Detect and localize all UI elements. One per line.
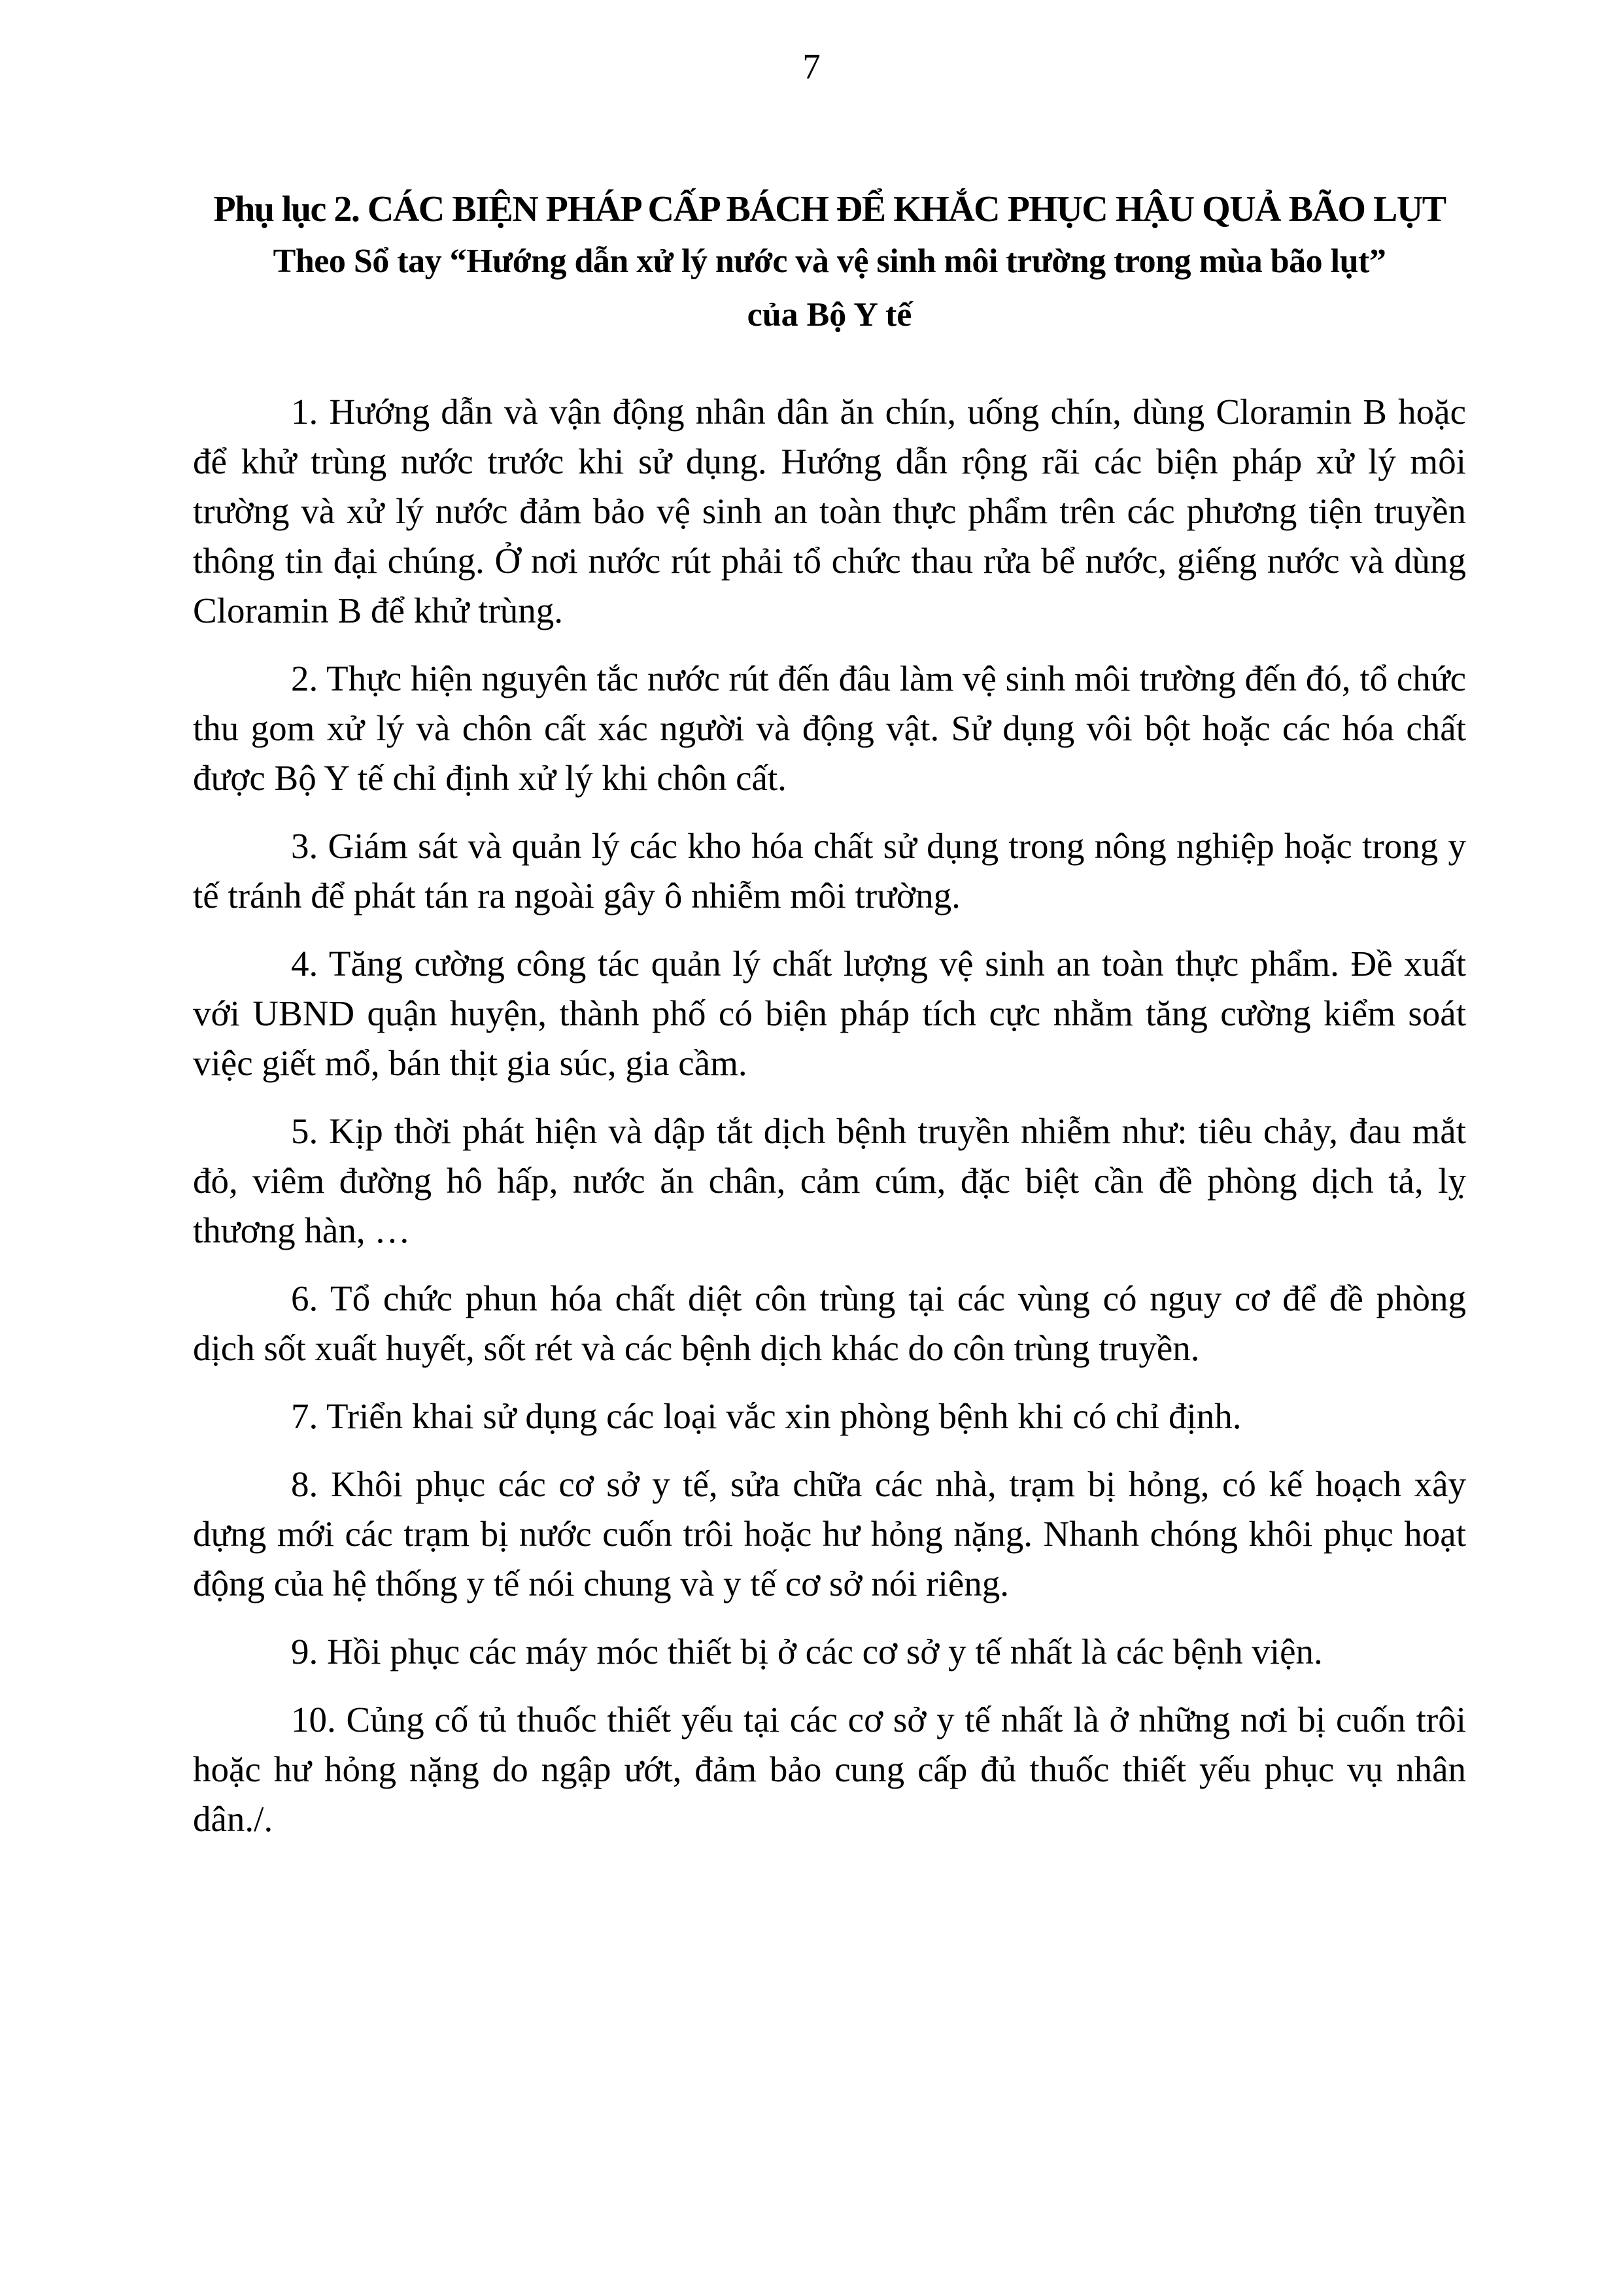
paragraph-6: 6. Tổ chức phun hóa chất diệt côn trùng tại các vùng có nguy cơ để đề phòng dịch sốt xuất huyết, sốt rét và các bệnh dịch khác do côn trùng truyền. (193, 1278, 1466, 1368)
paragraph-2: 2. Thực hiện nguyên tắc nước rút đến đâu làm vệ sinh môi trường đến đó, tổ chức thu gom xử lý và chôn cất xác người và động vật. Sử dụng vôi bột hoặc các hóa chất được Bộ Y tế chỉ định xử lý khi chôn cất. (193, 659, 1466, 798)
paragraph-3: 3. Giám sát và quản lý các kho hóa chất sử dụng trong nông nghiệp hoặc trong y tế tránh để phát tán ra ngoài gây ô nhiễm môi trường. (193, 826, 1466, 916)
paragraph-9: 9. Hồi phục các máy móc thiết bị ở các cơ sở y tế nhất là các bệnh viện. (291, 1632, 1323, 1671)
document-body (193, 387, 1466, 1862)
paragraph-10: 10. Củng cố tủ thuốc thiết yếu tại các cơ sở y tế nhất là ở những nơi bị cuốn trôi hoặc hư hỏng nặng do ngập ướt, đảm bảo cung cấp đủ thuốc thiết yếu phục vụ nhân dân./. (193, 1700, 1466, 1839)
title-subtitle-author: của Bộ Y tế (747, 296, 912, 334)
page-number: 7 (802, 46, 821, 86)
paragraph-7: 7. Triển khai sử dụng các loại vắc xin phòng bệnh khi có chỉ định. (291, 1396, 1242, 1436)
paragraph-8: 8. Khôi phục các cơ sở y tế, sửa chữa các nhà, trạm bị hỏng, có kế hoạch xây dựng mới các trạm bị nước cuốn trôi hoặc hư hỏng nặng. Nhanh chóng khôi phục hoạt động của hệ thống y tế nói chung và y tế cơ sở nói riêng. (193, 1464, 1466, 1603)
title-block (193, 183, 1466, 343)
paragraph-5: 5. Kịp thời phát hiện và dập tắt dịch bệnh truyền nhiễm như: tiêu chảy, đau mắt đỏ, viêm đường hô hấp, nước ăn chân, cảm cúm, đặc biệt cần đề phòng dịch tả, lỵ thương hàn, … (193, 1111, 1466, 1250)
appendix-title: Phụ lục 2. CÁC BIỆN PHÁP CẤP BÁCH ĐỂ KHẮC PHỤC HẬU QUẢ BÃO LỤT (213, 189, 1446, 230)
title-subtitle-source: Theo Sổ tay “Hướng dẫn xử lý nước và vệ sinh môi trường trong mùa bão lụt” (273, 243, 1386, 280)
paragraph-4: 4. Tăng cường công tác quản lý chất lượng vệ sinh an toàn thực phẩm. Đề xuất với UBND quận huyện, thành phố có biện pháp tích cực nhằm tăng cường kiểm soát việc giết mổ, bán thịt gia súc, gia cầm. (193, 944, 1466, 1083)
paragraph-1: 1. Hướng dẫn và vận động nhân dân ăn chín, uống chín, dùng Cloramin B hoặc để khử trùng nước trước khi sử dụng. Hướng dẫn rộng rãi các biện pháp xử lý môi trường và xử lý nước đảm bảo vệ sinh an toàn thực phẩm trên các phương tiện truyền thông tin đại chúng. Ở nơi nước rút phải tổ chức thau rửa bể nước, giếng nước và dùng Cloramin B để khử trùng. (193, 392, 1466, 630)
